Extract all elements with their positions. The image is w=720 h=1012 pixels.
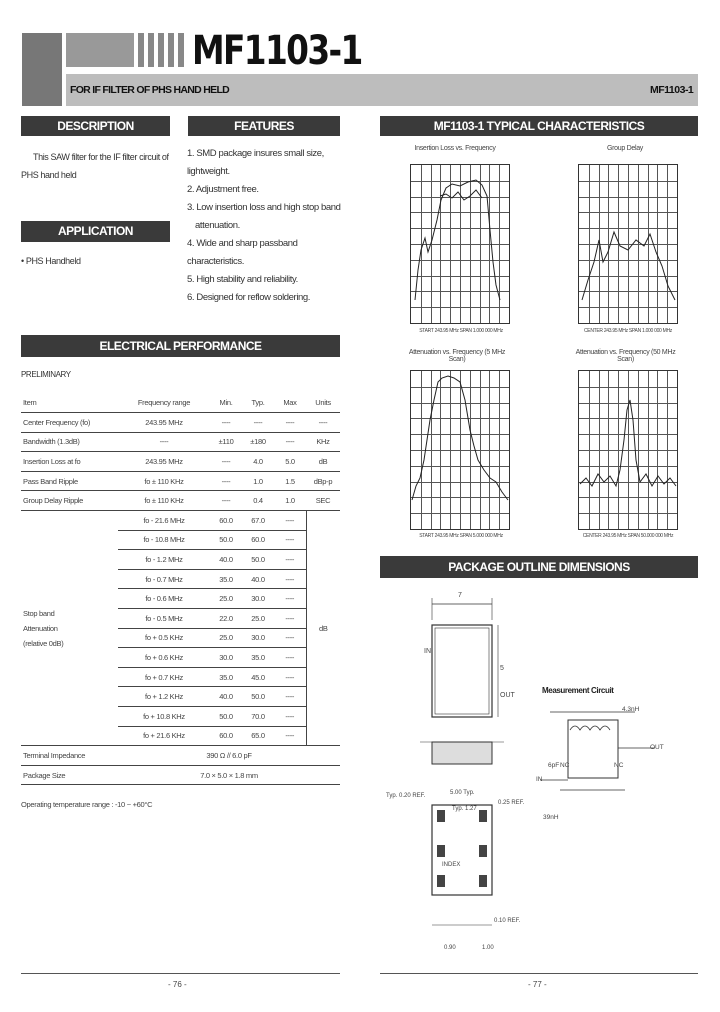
pad <box>479 875 487 887</box>
pad-label: Typ. 1.27 <box>452 806 477 812</box>
row-max: ---- <box>274 707 306 727</box>
circuit-label: 39nH <box>543 814 559 821</box>
row-range: fo - 10.8 MHz <box>118 530 210 550</box>
terminal-value: 390 Ω // 6.0 pF <box>118 746 340 766</box>
row-max: ---- <box>274 648 306 668</box>
measurement-title: Measurement Circuit <box>542 686 614 695</box>
row-typ: 50.0 <box>242 687 274 707</box>
row-unit: ---- <box>306 413 340 433</box>
row-min: 35.0 <box>210 667 242 687</box>
graph-title: Insertion Loss vs. Frequency <box>414 145 496 152</box>
pad <box>437 810 445 822</box>
package-value: 7.0 × 5.0 × 1.8 mm <box>118 765 340 785</box>
package-top-view <box>432 625 492 717</box>
row-min: 50.0 <box>210 530 242 550</box>
description-text: This SAW filter for the IF filter circuit of PHS hand held <box>21 152 169 180</box>
row-typ: 40.0 <box>242 569 274 589</box>
stopband-unit: dB <box>306 511 340 746</box>
row-typ: 65.0 <box>242 726 274 746</box>
trace-attenuation-50 <box>580 400 676 486</box>
package-label: Package Size <box>21 765 118 785</box>
circuit-label: IN <box>536 776 543 783</box>
feature-item: 3. Low insertion loss and high stop band <box>187 202 341 213</box>
row-min: 60.0 <box>210 511 242 531</box>
feature-item: 2. Adjustment free. <box>187 184 259 195</box>
row-unit: dBp-p <box>306 471 340 491</box>
row-min: 25.0 <box>210 628 242 648</box>
trace-insertion-loss <box>415 180 500 300</box>
row-range: 243.95 MHz <box>118 413 210 433</box>
dim-side: 5 <box>500 665 504 672</box>
row-typ: 50.0 <box>242 550 274 570</box>
row-range: fo - 0.6 MHz <box>118 589 210 609</box>
col-header: Units <box>306 393 340 413</box>
row-min: ---- <box>210 471 242 491</box>
trace-attenuation-5 <box>412 376 508 500</box>
dim-top: 7 <box>458 592 462 599</box>
pad <box>479 845 487 857</box>
circuit-box <box>568 720 618 778</box>
row-min: 40.0 <box>210 550 242 570</box>
row-range: fo + 1.2 KHz <box>118 687 210 707</box>
subtitle-text: FOR IF FILTER OF PHS HAND HELD <box>70 84 230 96</box>
row-min: ---- <box>210 452 242 472</box>
pad-label: 1.00 <box>482 945 494 951</box>
row-max: ---- <box>274 511 306 531</box>
row-min: 22.0 <box>210 609 242 629</box>
page-number-right: - 77 - <box>528 980 547 989</box>
row-typ: 0.4 <box>242 491 274 511</box>
feature-item: 5. High stability and reliability. <box>187 274 298 285</box>
stopband-label-line: Attenuation <box>23 623 58 633</box>
feature-item: attenuation. <box>195 220 240 231</box>
row-min: 60.0 <box>210 726 242 746</box>
row-max: ---- <box>274 432 306 452</box>
row-item: Center Frequency (fo) <box>21 413 118 433</box>
trace-insertion-loss-zoom <box>440 190 482 200</box>
package-heading: PACKAGE OUTLINE DIMENSIONS <box>380 556 698 578</box>
row-typ: 60.0 <box>242 530 274 550</box>
row-unit: dB <box>306 452 340 472</box>
row-max: ---- <box>274 726 306 746</box>
package-inner <box>435 628 489 714</box>
feature-item: 6. Designed for reflow soldering. <box>187 292 311 303</box>
row-typ: 70.0 <box>242 707 274 727</box>
row-typ: 45.0 <box>242 667 274 687</box>
circuit-label: NC <box>614 762 624 769</box>
row-range: fo - 0.5 MHz <box>118 609 210 629</box>
row-item: Pass Band Ripple <box>21 471 118 491</box>
circuit-label: NC <box>560 762 570 769</box>
graph-footer: CENTER 243.95 MHz SPAN 1.000 000 MHz <box>583 328 673 334</box>
pad-label: INDEX <box>442 862 461 868</box>
pad-label: 0.90 <box>444 945 456 951</box>
row-max: ---- <box>274 530 306 550</box>
circuit-label: 4.3nH <box>622 706 640 713</box>
row-min: 40.0 <box>210 687 242 707</box>
part-ref: MF1103-1 <box>650 84 694 96</box>
pad-label: 0.10 REF. <box>494 918 521 924</box>
out-label: OUT <box>500 692 515 699</box>
footer-rule-left <box>21 973 340 974</box>
row-min: ±110 <box>210 432 242 452</box>
row-min: 35.0 <box>210 569 242 589</box>
features-heading: FEATURES <box>188 116 340 136</box>
row-min: 25.0 <box>210 589 242 609</box>
row-range: fo + 0.7 KHz <box>118 667 210 687</box>
footer-rule-right <box>380 973 698 974</box>
electrical-status: PRELIMINARY <box>21 370 71 379</box>
pad-label: Typ. 0.20 REF. <box>386 793 426 799</box>
row-typ: ±180 <box>242 432 274 452</box>
row-max: 1.0 <box>274 491 306 511</box>
electrical-heading: ELECTRICAL PERFORMANCE <box>21 335 340 357</box>
circuit-label: 6pF <box>548 762 560 769</box>
row-typ: 30.0 <box>242 628 274 648</box>
terminal-label: Terminal Impedance <box>21 746 118 766</box>
package-side-view <box>432 742 492 764</box>
stopband-label-line: Stop band <box>23 608 55 618</box>
inductor-coil <box>570 726 610 730</box>
col-header: Typ. <box>242 393 274 413</box>
row-range: fo - 0.7 MHz <box>118 569 210 589</box>
row-max: ---- <box>274 687 306 707</box>
application-heading: APPLICATION <box>21 221 170 242</box>
graph-title: Attenuation vs. Frequency (50 MHz Scan) <box>575 349 676 363</box>
row-max: ---- <box>274 628 306 648</box>
page-number-left: - 76 - <box>168 980 187 989</box>
row-min: ---- <box>210 491 242 511</box>
row-max: ---- <box>274 589 306 609</box>
graph-footer: START 243.95 MHz SPAN 1.000 000 MHz <box>419 328 503 334</box>
graph-title: Group Delay <box>607 145 643 152</box>
row-typ: 4.0 <box>242 452 274 472</box>
row-min: 30.0 <box>210 648 242 668</box>
row-max: 5.0 <box>274 452 306 472</box>
feature-item: 4. Wide and sharp passband characteristics. <box>187 238 298 267</box>
row-max: ---- <box>274 550 306 570</box>
graph-footer: START 243.95 MHz SPAN 5.000 000 MHz <box>419 533 503 539</box>
pad <box>437 845 445 857</box>
row-range: fo - 1.2 MHz <box>118 550 210 570</box>
row-max: ---- <box>274 413 306 433</box>
row-range: fo ± 110 KHz <box>118 471 210 491</box>
col-header: Frequency range <box>118 393 210 413</box>
row-item: Insertion Loss at fo <box>21 452 118 472</box>
in-label: IN <box>424 648 431 655</box>
page-title: MF1103-1 <box>192 28 362 74</box>
row-unit: SEC <box>306 491 340 511</box>
row-typ: ---- <box>242 413 274 433</box>
row-max: ---- <box>274 609 306 629</box>
pad-label: 0.25 REF. <box>498 800 525 806</box>
stopband-label-line: (relative 0dB) <box>23 638 64 648</box>
row-range: 243.95 MHz <box>118 452 210 472</box>
row-range: fo ± 110 KHz <box>118 491 210 511</box>
row-max: ---- <box>274 569 306 589</box>
row-min: 50.0 <box>210 707 242 727</box>
pad-label: 5.00 Typ. <box>450 790 475 796</box>
row-min: ---- <box>210 413 242 433</box>
graph-title: Attenuation vs. Frequency (5 MHz Scan) <box>408 349 506 363</box>
row-range: fo + 0.5 KHz <box>118 628 210 648</box>
row-max: ---- <box>274 667 306 687</box>
operating-temp: Operating temperature range : -10 ~ +60°C <box>21 800 153 809</box>
col-header: Min. <box>210 393 242 413</box>
row-typ: 67.0 <box>242 511 274 531</box>
description-heading: DESCRIPTION <box>21 116 170 136</box>
application-text: • PHS Handheld <box>21 256 81 266</box>
row-item: Group Delay Ripple <box>21 491 118 511</box>
row-range: ---- <box>118 432 210 452</box>
trace-group-delay <box>582 232 675 300</box>
row-range: fo + 21.6 KHz <box>118 726 210 746</box>
row-range: fo - 21.6 MHz <box>118 511 210 531</box>
row-unit: KHz <box>306 432 340 452</box>
feature-item: 1. SMD package insures small size, lightweight. <box>187 148 324 177</box>
pad <box>479 810 487 822</box>
col-header: Max <box>274 393 306 413</box>
typical-heading: MF1103-1 TYPICAL CHARACTERISTICS <box>380 116 698 136</box>
row-typ: 1.0 <box>242 471 274 491</box>
circuit-label: OUT <box>650 744 664 751</box>
package-drawing <box>380 580 700 970</box>
pad <box>437 875 445 887</box>
graph-footer: CENTER 243.95 MHz SPAN 50.000 000 MHz <box>582 533 674 539</box>
row-range: fo + 0.6 KHz <box>118 648 210 668</box>
row-typ: 25.0 <box>242 609 274 629</box>
row-range: fo + 10.8 KHz <box>118 707 210 727</box>
row-item: Bandwidth (1.3dB) <box>21 432 118 452</box>
row-typ: 30.0 <box>242 589 274 609</box>
col-header: Item <box>21 393 118 413</box>
row-max: 1.5 <box>274 471 306 491</box>
row-typ: 35.0 <box>242 648 274 668</box>
